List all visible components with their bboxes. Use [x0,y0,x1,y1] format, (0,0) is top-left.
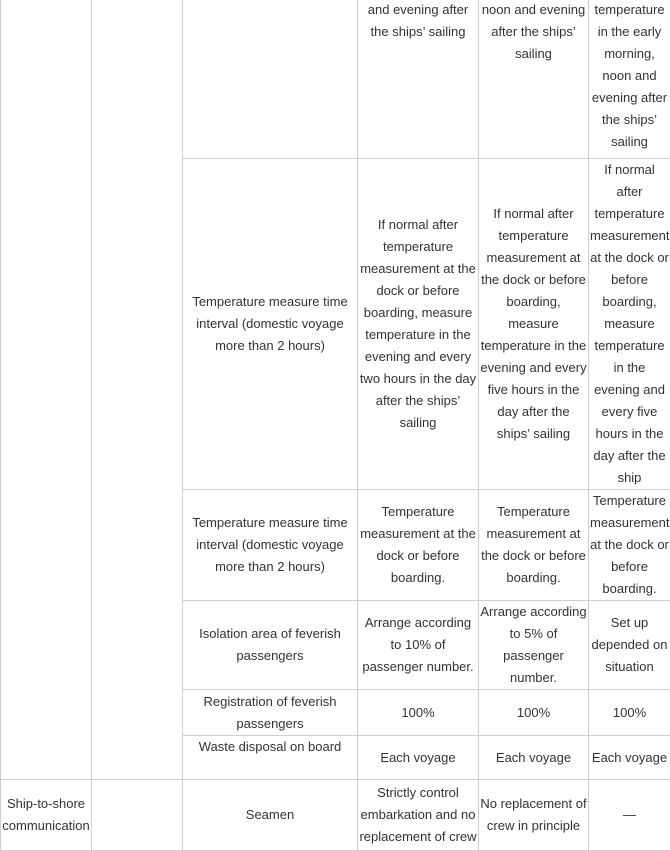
standard-c-cell: Each voyage [589,736,670,780]
standard-b-cell: If normal after temperature measurement at the dock or before boarding, measure temperature in the evening and every five hours in the day after the ships’ sailing [479,159,589,490]
item-cell: Temperature measure time interval (domestic voyage more than 2 hours) [183,159,358,490]
standard-b-cell: Temperature measurement at the dock or before boarding. [479,490,589,601]
item-cell: Temperature measure time interval (domestic voyage more than 2 hours) [183,490,358,601]
table-row [1,0,670,159]
standard-b-cell: Each voyage [479,736,589,780]
item-cell [183,0,358,159]
standard-b-cell: Arrange according to 5% of passenger number. [479,601,589,690]
standard-c-cell: Set up depended on situation [589,601,670,690]
standard-b-cell: noon and evening after the ships’ sailing [479,0,589,159]
standard-a-cell: and evening after the ships’ sailing [358,0,479,159]
standard-c-cell: Temperature measurement at the dock or before boarding. [589,490,670,601]
table-row [1,780,670,851]
standard-a-cell: If normal after temperature measurement at the dock or before boarding, measure temperature in the evening and every two hours in the day after the ships’ sailing [358,159,479,490]
standard-a-cell: Temperature measurement at the dock or before boarding. [358,490,479,601]
item-cell: Registration of feverish passengers [183,690,358,736]
standard-a-cell: Each voyage [358,736,479,780]
standard-a-cell: Arrange according to 10% of passenger number. [358,601,479,690]
subcategory-cell [92,0,183,780]
category-cell: Ship-to-shore communication [1,780,92,851]
item-cell: Waste disposal on board [183,736,358,780]
standard-a-cell: 100% [358,690,479,736]
standard-c-cell: If normal after temperature measurement at the dock or before boarding, measure temperature in the evening and every five hours in the day after the ship [589,159,670,490]
standard-b-cell: 100% [479,690,589,736]
standard-a-cell: Strictly control embarkation and no replacement of crew [358,780,479,851]
standard-c-cell: 100% [589,690,670,736]
item-cell: Seamen [183,780,358,851]
item-cell: Isolation area of feverish passengers [183,601,358,690]
subcategory-cell [92,780,183,851]
category-cell [1,0,92,780]
standard-c-cell: — [589,780,670,851]
standard-c-cell: temperature in the early morning, noon and evening after the ships’ sailing [589,0,670,159]
standard-b-cell: No replacement of crew in principle [479,780,589,851]
